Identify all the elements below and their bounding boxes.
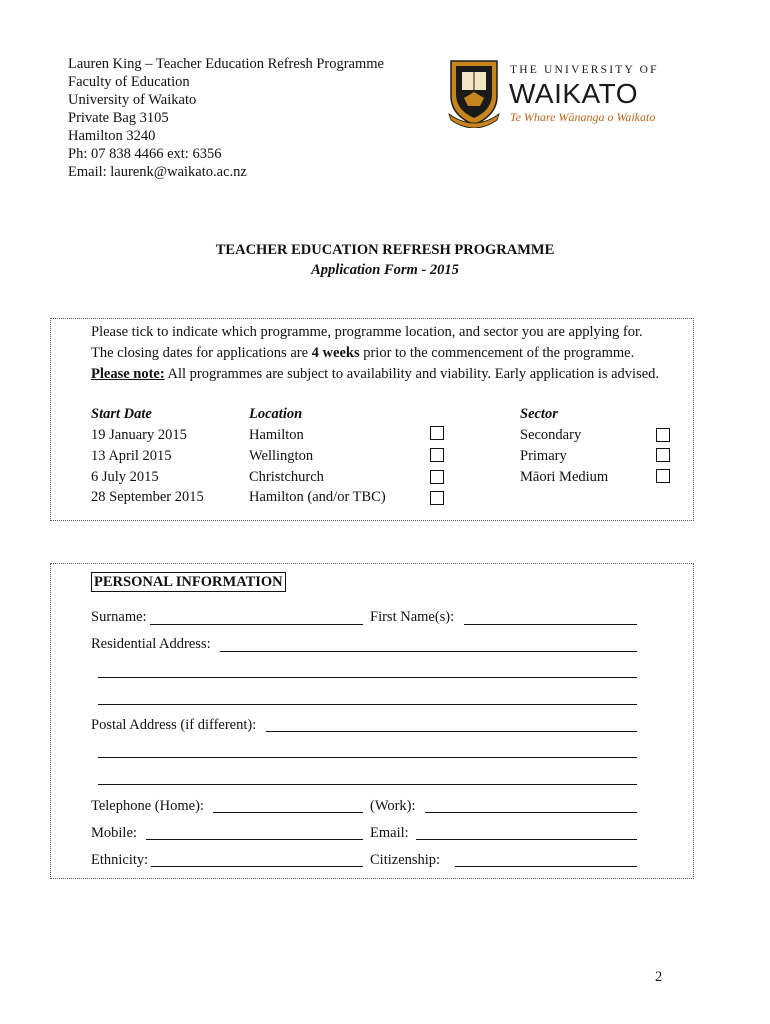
contact-line: Ph: 07 838 4466 ext: 6356 (68, 146, 222, 162)
sector-item: Secondary (520, 427, 582, 443)
contact-line: Lauren King – Teacher Education Refresh Programme (68, 56, 384, 72)
university-crest-icon (447, 58, 501, 128)
postal-address-line-2[interactable] (98, 757, 637, 758)
start-date-item: 28 September 2015 (91, 489, 204, 505)
sector-item: Māori Medium (520, 469, 609, 485)
ethnicity-label: Ethnicity: (91, 852, 149, 868)
work-phone-field[interactable] (425, 812, 637, 813)
note-text: All programmes are subject to availability and viability. Early application is advised. (164, 366, 660, 382)
telephone-home-field[interactable] (213, 812, 363, 813)
availability-note (91, 366, 659, 383)
contact-line: Hamilton 3240 (68, 128, 156, 144)
sector-header: Sector (520, 406, 558, 422)
start-date-item: 19 January 2015 (91, 427, 187, 443)
residential-address-label: Residential Address: (91, 636, 211, 652)
university-name: WAIKATO (509, 78, 638, 109)
sector-item: Primary (520, 448, 567, 464)
first-names-field[interactable] (464, 624, 637, 625)
residential-address-line-2[interactable] (98, 677, 637, 678)
page-number: 2 (655, 969, 663, 985)
closing-dates-text (91, 345, 634, 362)
form-title: TEACHER EDUCATION REFRESH PROGRAMME (215, 242, 555, 258)
location-checkbox-hamilton-tbc[interactable] (430, 491, 444, 505)
location-checkbox-christchurch[interactable] (430, 470, 444, 484)
mobile-field[interactable] (146, 839, 363, 840)
ethnicity-field[interactable] (151, 866, 363, 867)
citizenship-label: Citizenship: (370, 852, 441, 868)
surname-label: Surname: (91, 609, 147, 625)
university-motto: Te Whare Wānanga o Waikato (510, 110, 656, 124)
email-label: Email: (370, 825, 409, 841)
contact-block (68, 55, 384, 181)
start-date-item: 6 July 2015 (91, 469, 159, 485)
sector-checkbox-maori-medium[interactable] (656, 469, 670, 483)
residential-address-field[interactable] (220, 651, 637, 652)
location-checkbox-wellington[interactable] (430, 448, 444, 462)
location-header: Location (249, 406, 303, 422)
contact-line: Private Bag 3105 (68, 110, 169, 126)
surname-field[interactable] (150, 624, 363, 625)
telephone-home-label: Telephone (Home): (91, 798, 204, 814)
university-logo (447, 58, 657, 130)
university-top-text: THE UNIVERSITY OF (510, 64, 659, 76)
citizenship-field[interactable] (455, 866, 637, 867)
closing-dates-post: prior to the commencement of the programme. (359, 345, 635, 361)
location-item: Christchurch (249, 469, 324, 485)
postal-address-label: Postal Address (if different): (91, 717, 257, 733)
sector-checkbox-secondary[interactable] (656, 428, 670, 442)
contact-line: Faculty of Education (68, 74, 190, 90)
location-item: Wellington (249, 448, 314, 464)
note-label: Please note: (91, 366, 165, 382)
email-field[interactable] (416, 839, 637, 840)
sector-checkbox-primary[interactable] (656, 448, 670, 462)
closing-dates-pre: The closing dates for applications are (91, 345, 312, 361)
contact-line: Email: laurenk@waikato.ac.nz (68, 164, 247, 180)
residential-address-line-3[interactable] (98, 704, 637, 705)
mobile-label: Mobile: (91, 825, 137, 841)
programme-intro: Please tick to indicate which programme, programme location, and sector you are applying for. (91, 324, 643, 340)
postal-address-field[interactable] (266, 731, 637, 732)
start-date-item: 13 April 2015 (91, 448, 172, 464)
location-item: Hamilton (249, 427, 304, 443)
postal-address-line-3[interactable] (98, 784, 637, 785)
first-names-label: First Name(s): (370, 609, 455, 625)
closing-dates-bold: 4 weeks (311, 345, 360, 361)
start-date-header: Start Date (91, 406, 152, 422)
contact-line: University of Waikato (68, 92, 197, 108)
form-subtitle: Application Form - 2015 (311, 262, 459, 278)
location-checkbox-hamilton[interactable] (430, 426, 444, 440)
work-phone-label: (Work): (370, 798, 416, 814)
location-item: Hamilton (and/or TBC) (249, 489, 386, 505)
personal-information-title: PERSONAL INFORMATION (91, 572, 286, 592)
